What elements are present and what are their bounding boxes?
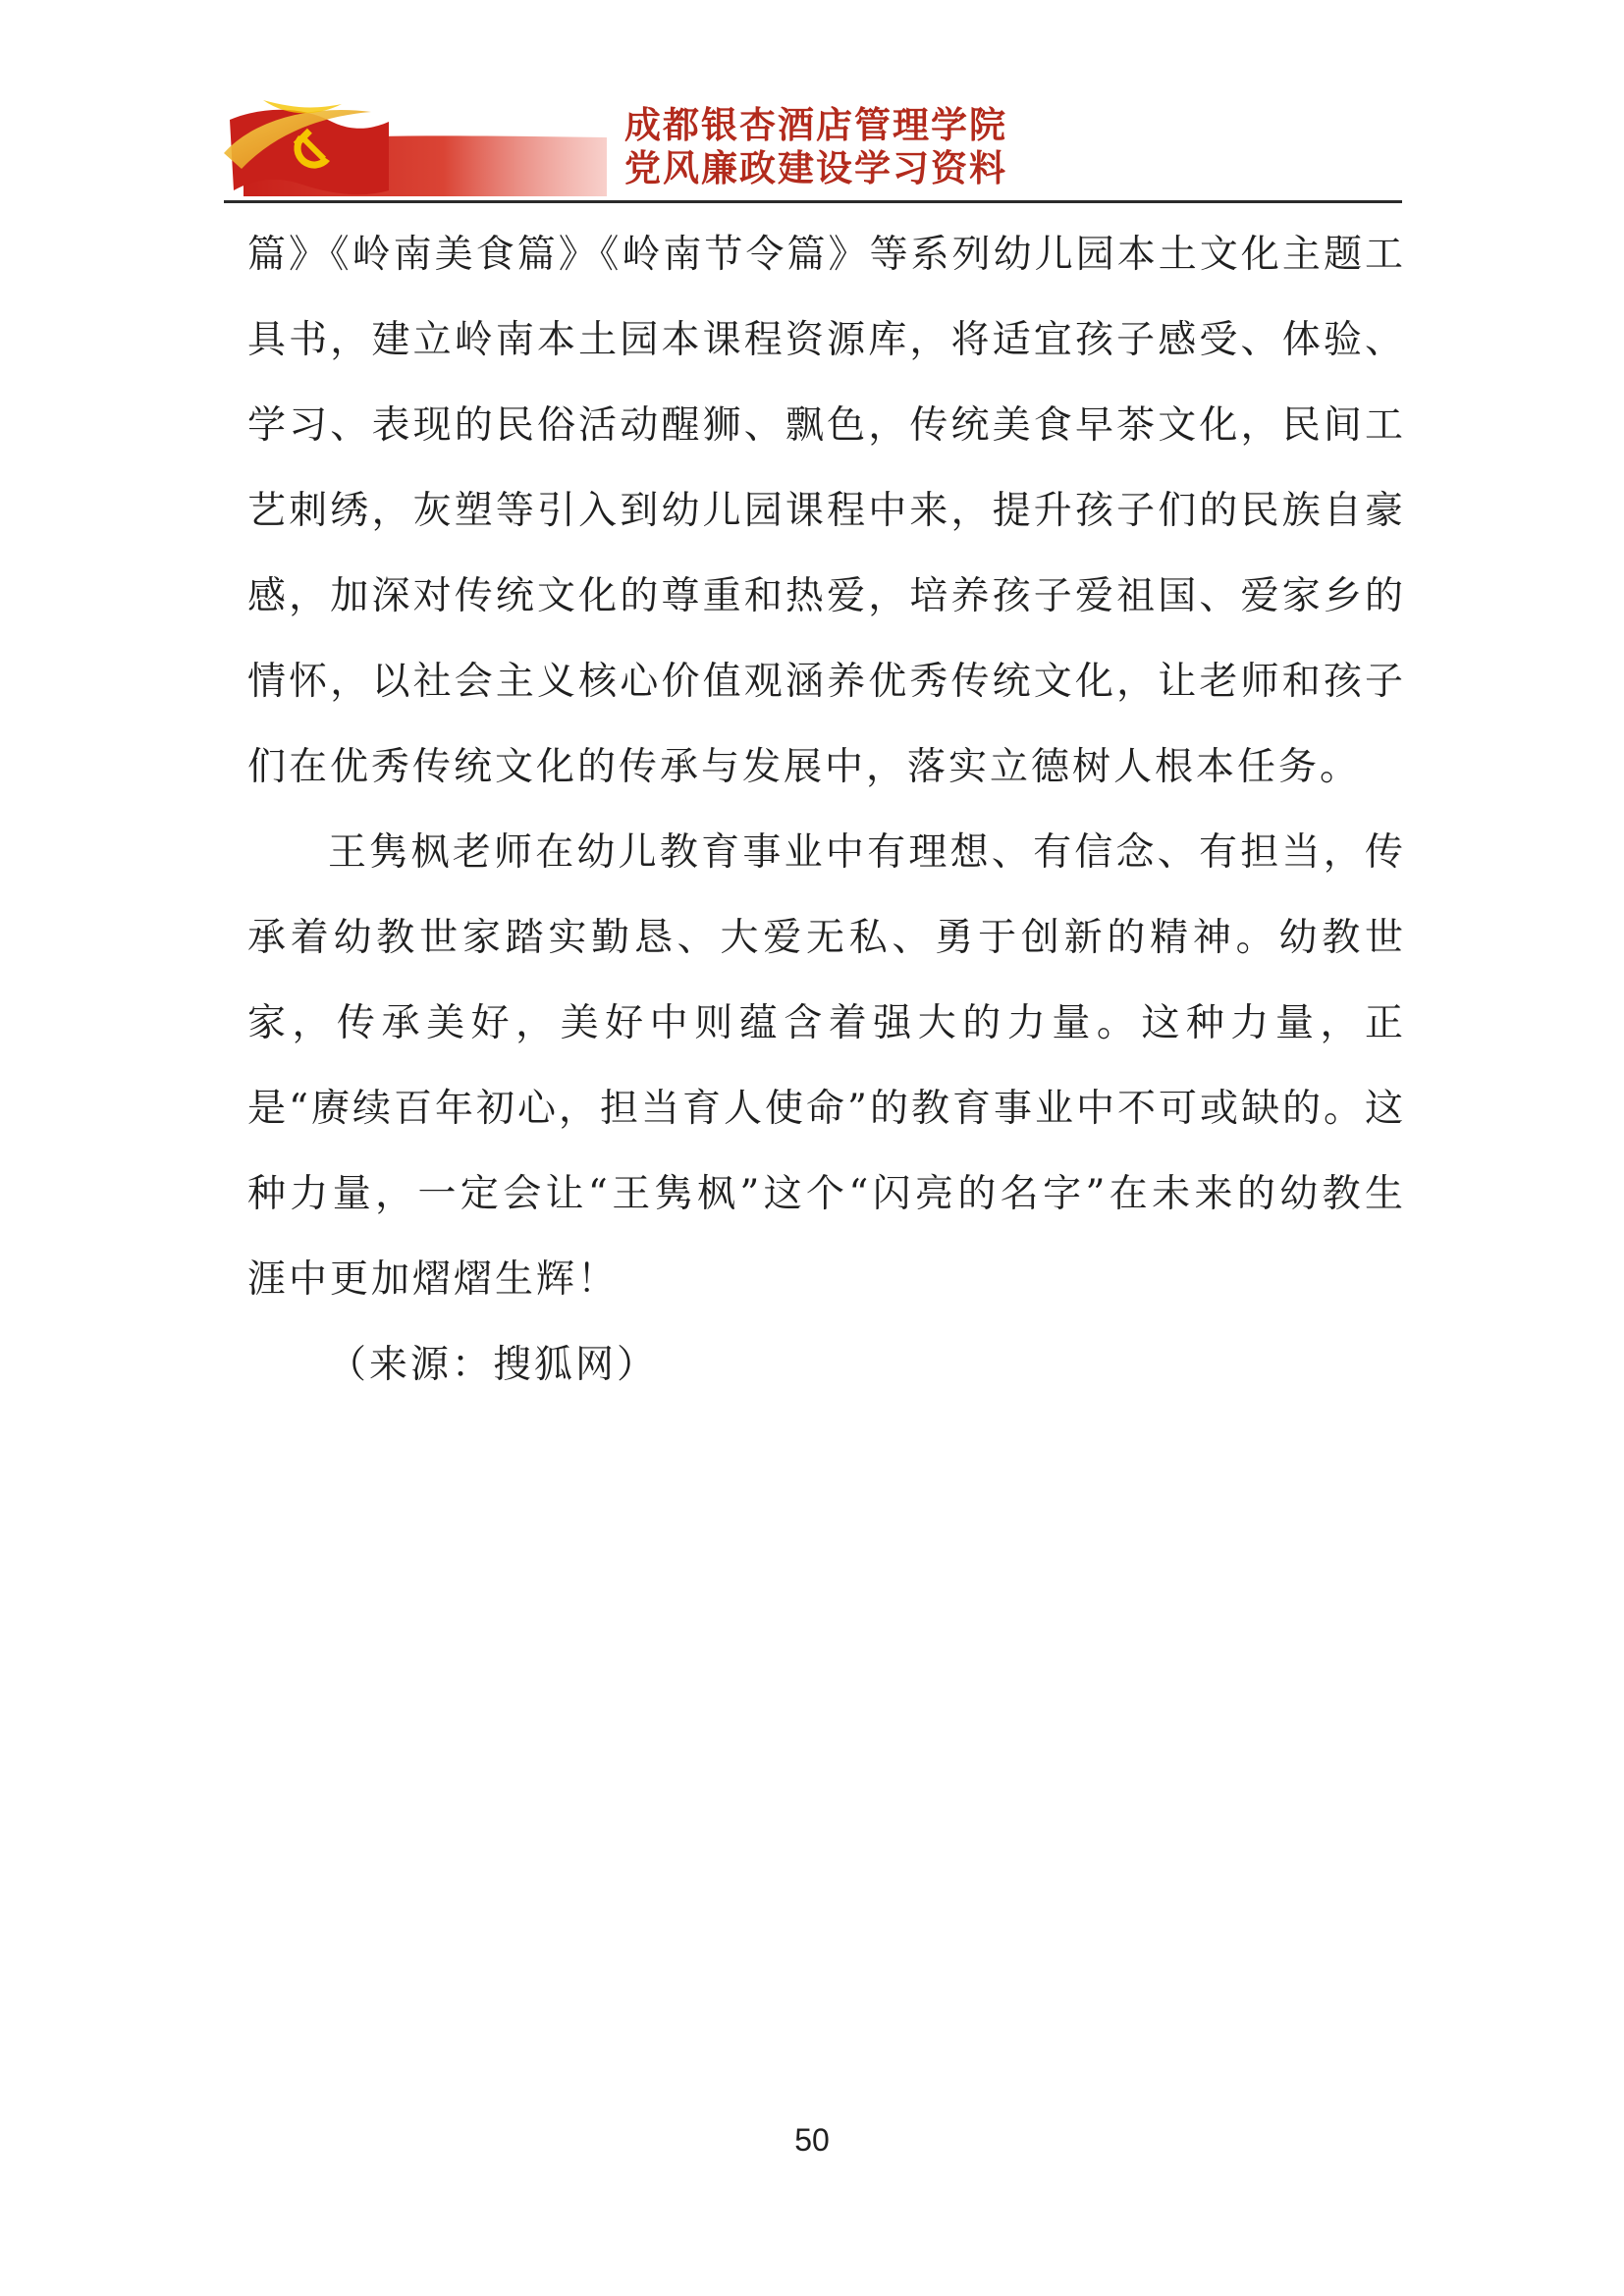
- header-title-subject: 党风廉政建设学习资料: [624, 147, 1007, 189]
- party-emblem-flag-icon: [224, 100, 607, 196]
- header-divider: [224, 200, 1402, 203]
- paragraph-conclusion: 王隽枫老师在幼儿教育事业中有理想、有信念、有担当，传承着幼教世家踏实勤恳、大爱无私、勇于创新的精神。幼教世家，传承美好，美好中则蕴含着强大的力量。这种力量，正是“赓续百年初心，担当育人使命”的教育事业中不可或缺的。这种力量，一定会让“王隽枫”这个“闪亮的名字”在未来的幼教生涯中更加熠熠生辉！: [247, 830, 1406, 1302]
- header-titles: [624, 104, 1312, 190]
- document-body: [247, 212, 1406, 1408]
- page-number: 50: [794, 2122, 830, 2158]
- source-attribution: （来源：搜狐网）: [328, 1343, 659, 1387]
- header-title-institution: 成都银杏酒店管理学院: [624, 104, 1007, 146]
- paragraph-continued: 篇》《岭南美食篇》《岭南节令篇》等系列幼儿园本土文化主题工具书，建立岭南本土园本课程资源库，将适宜孩子感受、体验、学习、表现的民俗活动醒狮、飘色，传统美食早茶文化，民间工艺刺绣，灰塑等引入到幼儿园课程中来，提升孩子们的民族自豪感，加深对传统文化的尊重和热爱，培养孩子爱祖国、爱家乡的情怀，以社会主义核心价值观涵养优秀传统文化，让老师和孩子们在优秀传统文化的传承与发展中，落实立德树人根本任务。: [247, 233, 1406, 789]
- page-header: [224, 94, 1402, 206]
